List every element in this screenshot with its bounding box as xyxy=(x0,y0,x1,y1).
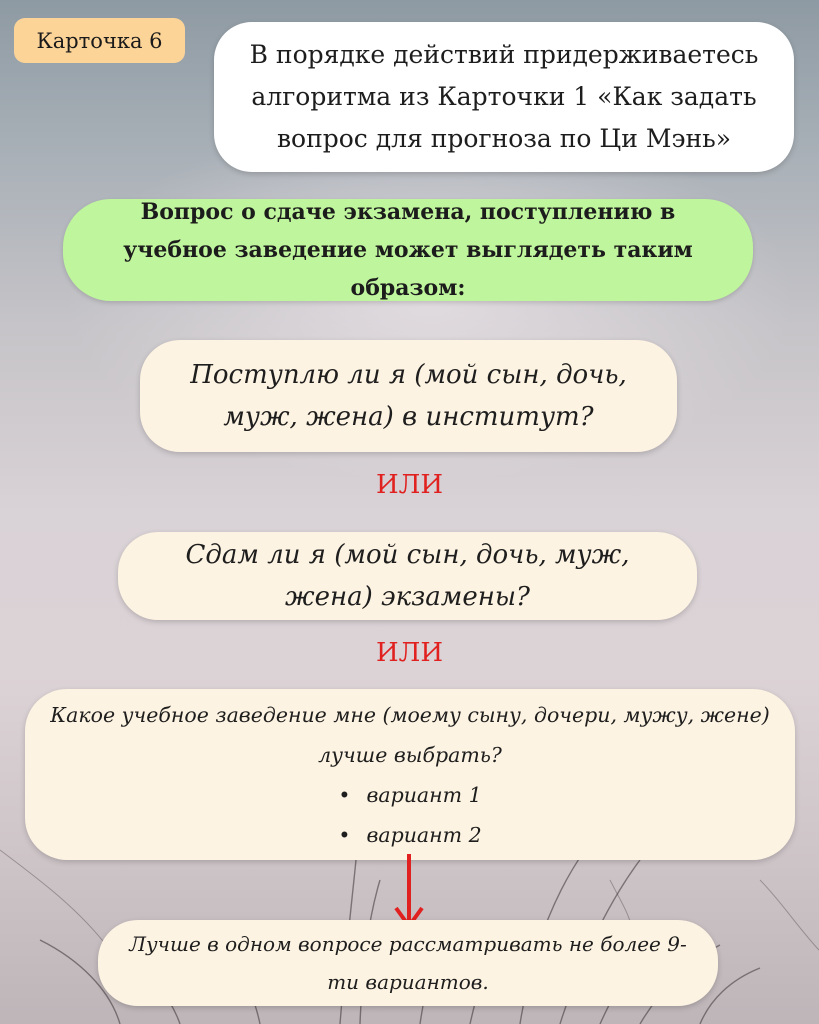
option-2: • вариант 2 xyxy=(338,815,481,855)
question-3-line-1: Какое учебное заведение мне (моему сыну, дочери, мужу, жене) xyxy=(50,702,770,727)
heading-text: Вопрос о сдаче экзамена, поступлению в учебное заведение может выглядеть таким образом: xyxy=(123,199,693,301)
separator-or-1: ИЛИ xyxy=(375,470,444,500)
question-card-2 xyxy=(118,532,697,620)
option-1: • вариант 1 xyxy=(338,775,481,815)
intro-text-box xyxy=(214,22,794,172)
question-3-line-2: лучше выбрать? xyxy=(318,742,502,767)
question-1-text: Поступлю ли я (мой сын, дочь, муж, жена) в институт? xyxy=(190,360,627,432)
card-number-badge: Карточка 6 xyxy=(14,18,185,63)
question-2-text: Сдам ли я (мой сын, дочь, муж, жена) экзамены? xyxy=(185,540,630,612)
question-card-3 xyxy=(25,689,795,860)
question-card-1 xyxy=(140,340,677,452)
separator-or-2: ИЛИ xyxy=(375,638,444,668)
note-card xyxy=(98,920,718,1006)
intro-text: В порядке действий придерживаетесь алгоритма из Карточки 1 «Как задать вопрос для прогноза по Ци Мэнь» xyxy=(249,40,759,153)
note-text: Лучше в одном вопросе рассматривать не более 9-ти вариантов. xyxy=(129,932,687,994)
heading-box xyxy=(63,199,753,301)
